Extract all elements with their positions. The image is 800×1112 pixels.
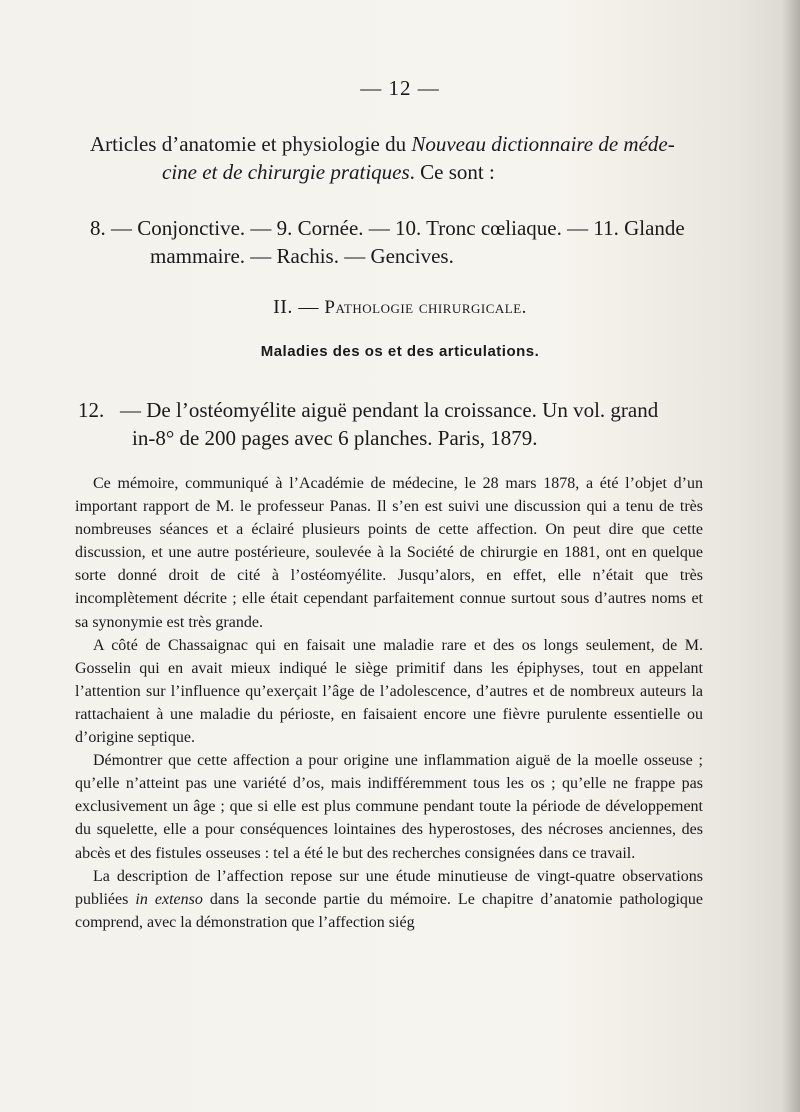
section-numeral: II. —	[273, 296, 325, 318]
entry-number: 12.	[78, 398, 105, 422]
entry-line1: — De l’ostéomyélite aiguë pendant la croissance. Un vol. grand	[120, 398, 659, 422]
articles-line1: 8. — Conjonctive. — 9. Cornée. — 10. Tronc cœliaque. — 11. Glande	[90, 216, 685, 240]
bibliography-entry	[78, 396, 718, 452]
paragraph-4-italic: in extenso	[135, 890, 203, 908]
intro-paragraph	[90, 130, 710, 186]
intro-line2-text: . Ce sont :	[409, 160, 495, 184]
subsection-title: Maladies des os et des articulations.	[260, 343, 540, 360]
paragraph-1: Ce mémoire, communiqué à l’Académie de médecine, le 28 mars 1878, a été l’objet d’un important rapport de M. le professeur Panas. Il s’en est suivi une discussion qui a tenu de très nombreuses séances et a éclairé plusieurs points de cette affection. On peut dire que cette discussion, et une autre postérieure, soulevée à la Société de chirurgie en 1881, ont en quelque sorte donné droit de cité à l’ostéomyélite. Jusqu’alors, en effet, elle n’était que très incomplètement décrite ; elle était cependant parfaitement connue surtout sous d’autres noms et sa synonymie est très grande.	[75, 475, 703, 631]
paragraph-4-before: La description de l’affection repose sur une étude minutieuse de vingt-quatre observations publiées	[75, 867, 703, 908]
body-text	[75, 472, 703, 934]
paragraph-2: A côté de Chassaignac qui en faisait une maladie rare et des os longs seulement, de M. Gosselin qui en avait mieux indiqué le siège primitif dans les épiphyses, tout en appelant l’attention sur l’influence qu’exerçait l’âge de l’adolescence, d’autres et de nombreux auteurs la rattachaient à une maladie du périoste, en faisaient encore une fièvre purulente essentielle ou d’origine septique.	[75, 636, 703, 747]
articles-list	[90, 214, 710, 270]
entry-line2: in-8° de 200 pages avec 6 planches. Paris, 1879.	[132, 426, 538, 450]
paragraph-3: Démontrer que cette affection a pour origine une inflammation aiguë de la moelle osseuse ; qu’elle n’atteint pas une variété d’os, mais indifféremment tous les os ; qu’elle ne frappe pas exclusivement un âge ; que si elle est plus commune pendant toute la période de développement du squelette, elle a pour conséquences lointaines des hyperostoses, des nécroses anciennes, des abcès et des fistules osseuses : tel a été le but des recherches consignées dans ce travail.	[75, 752, 703, 862]
page-number: — 12 —	[360, 76, 440, 100]
intro-line2	[90, 158, 710, 186]
paragraph-4-after: dans la seconde partie du mémoire. Le chapitre d’anatomie pathologique comprend, avec la démonstration que l’affection siég	[75, 890, 703, 931]
section-title	[0, 296, 800, 319]
articles-line2: mammaire. — Rachis. — Gencives.	[150, 244, 454, 268]
section-title-text: Pathologie chirurgicale.	[324, 297, 527, 318]
intro-line1-italic: Nouveau dictionnaire de méde-	[411, 132, 675, 156]
intro-line1-text: Articles d’anatomie et physiologie du	[90, 132, 412, 156]
page-edge-shadow	[782, 0, 800, 1112]
intro-line2-italic: cine et de chirurgie pratiques	[162, 160, 410, 184]
paragraph-4	[75, 865, 703, 934]
